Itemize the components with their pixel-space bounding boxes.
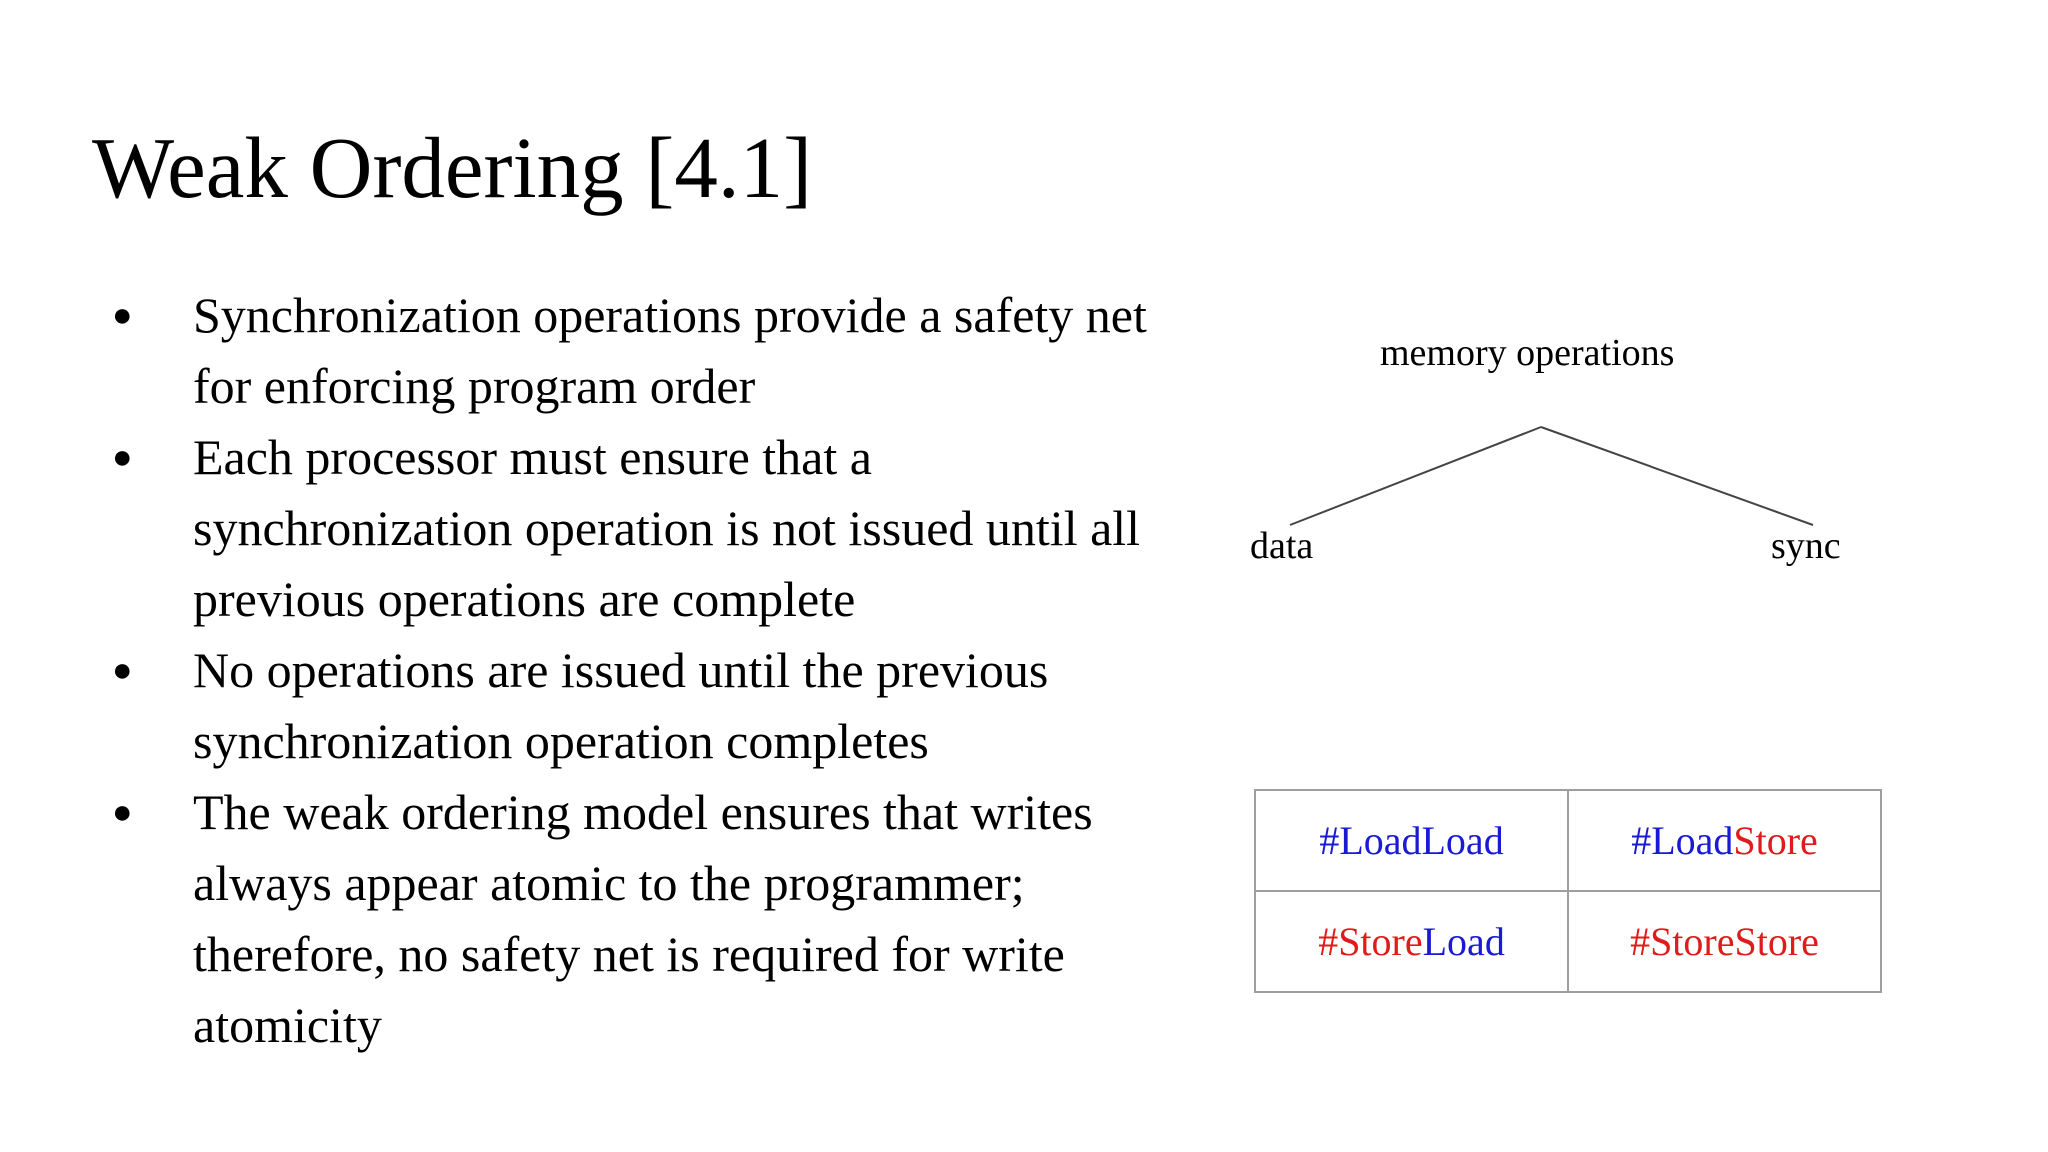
bullet-item — [100, 635, 1160, 777]
table-cell — [1568, 891, 1881, 992]
slide-title: Weak Ordering [4.1] — [92, 119, 813, 216]
barrier-suffix: Load — [1422, 919, 1505, 964]
table-cell — [1568, 790, 1881, 891]
barrier-suffix: Store — [1734, 919, 1819, 964]
barrier-table — [1254, 789, 1882, 993]
bullet-dot-icon: ● — [112, 652, 133, 689]
bullet-text: Each processor must ensure that a synchronization operation is not issued until all previous operations are complete — [193, 429, 1141, 627]
barrier-prefix: #Load — [1319, 818, 1422, 863]
bullet-dot-icon: ● — [112, 794, 133, 831]
bullet-dot-icon: ● — [112, 297, 133, 334]
bullet-item — [100, 422, 1160, 635]
barrier-suffix: Store — [1733, 818, 1818, 863]
bullet-text: The weak ordering model ensures that writes always appear atomic to the programmer; therefore, no safety net is required for write atomicity — [193, 784, 1093, 1053]
bullet-item — [100, 777, 1160, 1061]
tree-sync-label: sync — [1771, 525, 1841, 567]
table-cell — [1255, 891, 1568, 992]
bullet-item — [100, 280, 1160, 422]
bullet-dot-icon: ● — [112, 439, 133, 476]
bullet-text: No operations are issued until the previous synchronization operation completes — [193, 642, 1049, 769]
table-row — [1255, 891, 1881, 992]
table-cell — [1255, 790, 1568, 891]
table-row — [1255, 790, 1881, 891]
bullet-list — [100, 280, 1160, 1061]
tree-data-label: data — [1250, 525, 1314, 567]
tree-edge-data — [1290, 427, 1541, 525]
tree-root-label: memory operations — [1380, 332, 1675, 374]
barrier-prefix: #Store — [1630, 919, 1735, 964]
bullet-text: Synchronization operations provide a safety net for enforcing program order — [193, 287, 1147, 414]
barrier-prefix: #Store — [1318, 919, 1423, 964]
barrier-prefix: #Load — [1631, 818, 1734, 863]
barrier-suffix: Load — [1421, 818, 1504, 863]
tree-edge-sync — [1541, 427, 1813, 525]
